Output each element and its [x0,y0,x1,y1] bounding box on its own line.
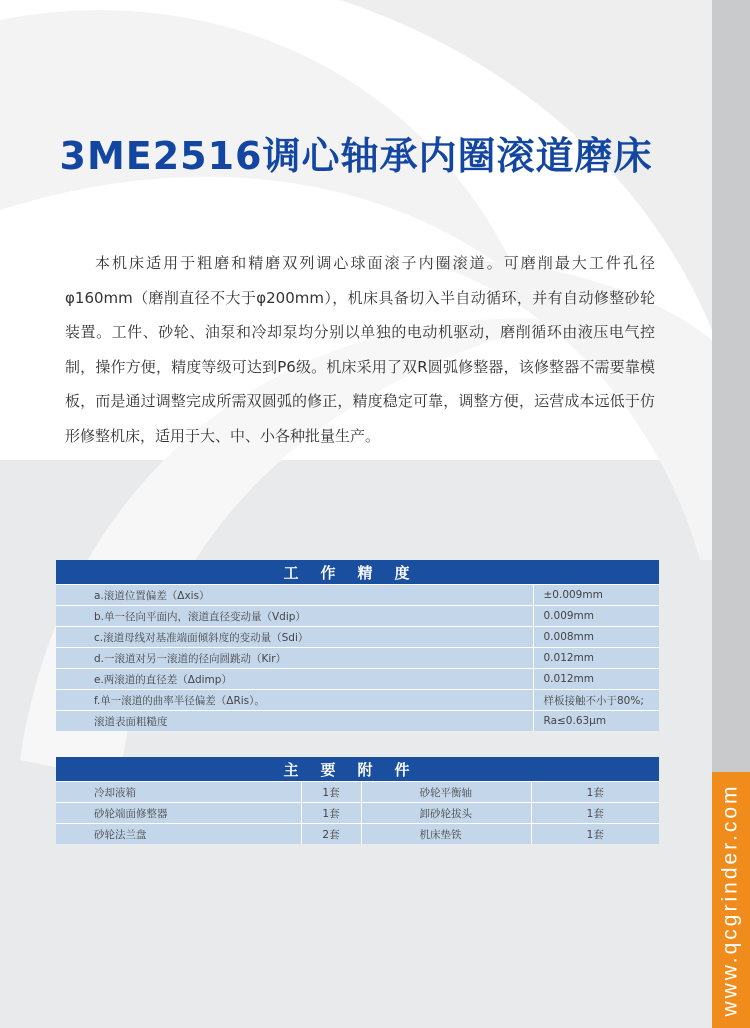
precision-item: e.两滚道的直径差（Δdimp） [56,669,533,690]
precision-item: d.一滚道对另一滚道的径向圆跳动（Kir） [56,648,533,669]
precision-value: 样板接触不小于80%; [533,690,659,711]
accessory-qty: 1套 [531,803,659,824]
accessory-qty: 1套 [531,824,659,845]
precision-item: b.单一径向平面内，滚道直径变动量（Vdip） [56,606,533,627]
table-row [56,824,659,845]
precision-item: a.滚道位置偏差（Δxis） [56,585,533,606]
precision-value: 0.009mm [533,606,659,627]
precision-value: 0.012mm [533,648,659,669]
table-row [56,585,659,606]
table-row [56,648,659,669]
table-row [56,669,659,690]
precision-value: ±0.009mm [533,585,659,606]
accessory-name: 卸砂轮拔头 [361,803,531,824]
accessory-qty: 2套 [301,824,361,845]
table-row [56,711,659,732]
accessory-name: 机床垫铁 [361,824,531,845]
precision-item: f.单一滚道的曲率半径偏差（ΔRis）。 [56,690,533,711]
page-title: 3ME2516调心轴承内圈滚道磨床 [59,134,653,178]
accessory-qty: 1套 [301,803,361,824]
accessory-name: 砂轮法兰盘 [56,824,301,845]
precision-item: c.滚道母线对基准端面倾斜度的变动量（Sdi） [56,627,533,648]
accessory-name: 砂轮平衡轴 [361,782,531,803]
accessory-name: 砂轮端面修整器 [56,803,301,824]
accessories-header-row [56,757,659,782]
accessory-qty: 1套 [301,782,361,803]
website-url: www.qcgrinder.com [719,783,743,1017]
accessories-header: 主要附件 [56,757,659,782]
precision-value: 0.012mm [533,669,659,690]
accessory-name: 冷却液箱 [56,782,301,803]
table-row [56,627,659,648]
precision-table [56,560,659,731]
intro-paragraph: 本机床适用于粗磨和精磨双列调心球面滚子内圈滚道。可磨削最大工件孔径φ160mm（磨削直径不大于φ200mm），机床具备切入半自动循环，并有自动修整砂轮装置。工件、砂轮、油泵和冷却泵均分别以单独的电动机驱动，磨削循环由液压电气控制，操作方便，精度等级可达到P6级。机床采用了双R圆弧修整器，该修整器不需要靠模板，而是通过调整完成所需双圆弧的修正，精度稳定可靠，调整方便，运营成本远低于仿形修整机床，适用于大、中、小各种批量生产。 [65,254,655,445]
precision-value: 0.008mm [533,627,659,648]
table-row [56,803,659,824]
precision-header: 工作精度 [56,560,659,585]
table-row [56,782,659,803]
precision-header-row [56,560,659,585]
precision-item: 滚道表面粗糙度 [56,711,533,732]
precision-value: Ra≤0.63μm [533,711,659,732]
table-row [56,606,659,627]
accessory-qty: 1套 [531,782,659,803]
accessories-table [56,757,659,844]
table-row [56,690,659,711]
